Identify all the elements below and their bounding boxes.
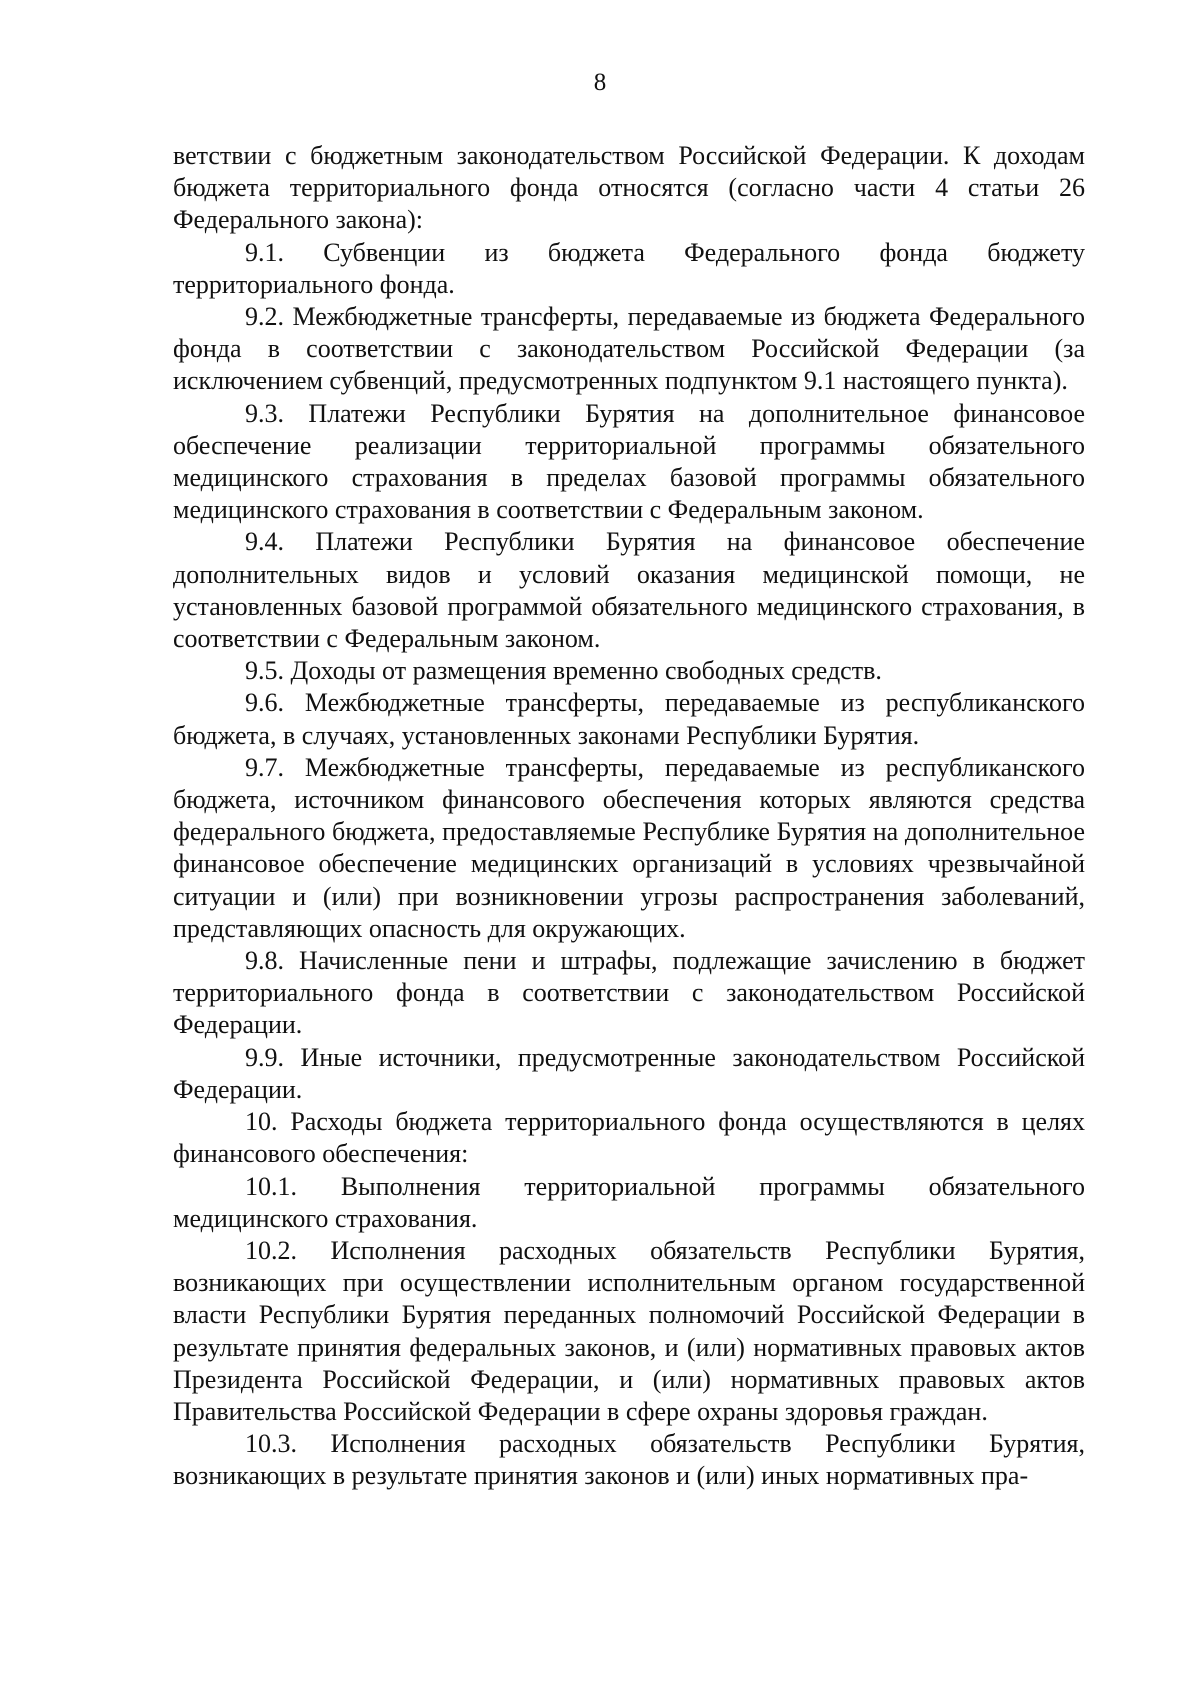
paragraph-9-8: 9.8. Начисленные пени и штрафы, подлежащие зачислению в бюджет территориального фонда в соответствии с законодательством Российской Федерации. [173,946,1085,1040]
paragraph-9-2: 9.2. Межбюджетные трансферты, передаваемые из бюджета Федерального фонда в соответствии с законодательством Российской Федерации (за исключением субвенций, предусмотренных подпунктом 9.1 настоящего пункта). [173,302,1085,396]
paragraph-9-5: 9.5. Доходы от размещения временно свободных средств. [245,656,882,686]
paragraph-10: 10. Расходы бюджета территориального фонда осуществляются в целях финансового обеспечения: [173,1107,1085,1169]
paragraph-9-1: 9.1. Субвенции из бюджета Федерального фонда бюджету территориального фонда. [173,237,1085,299]
paragraph-9-7: 9.7. Межбюджетные трансферты, передаваемые из республиканского бюджета, источником финансового обеспечения которых являются средства федерального бюджета, предоставляемые Республике Бурятия на дополнительное финансовое обеспечение медицинских организаций в условиях чрезвычайной ситуации и (или) при возникновении угрозы распространения заболеваний, представляющих опасность для окружающих. [173,752,1085,943]
paragraph-9-4: 9.4. Платежи Республики Бурятия на финансовое обеспечение дополнительных видов и условий оказания медицинской помощи, не установленных базовой программой обязательного медицинского страхования, в соответствии с Федеральным законом. [173,527,1085,654]
paragraph-10-1: 10.1. Выполнения территориальной программы обязательного медицинского страхования. [173,1171,1085,1233]
paragraph-continuation: ветствии с бюджетным законодательством Российской Федерации. К доходам бюджета территориального фонда относятся (согласно части 4 статьи 26 Федерального закона): [173,141,1085,235]
paragraph-9-9: 9.9. Иные источники, предусмотренные законодательством Российской Федерации. [173,1042,1085,1104]
page-number: 8 [593,69,607,96]
paragraph-10-2: 10.2. Исполнения расходных обязательств Республики Бурятия, возникающих при осуществлении исполнительным органом государственной власти Республики Бурятия переданных полномочий Российской Федерации в результате принятия федеральных законов, и (или) нормативных правовых актов Президента Российской Федерации, и (или) нормативных правовых актов Правительства Российской Федерации в сфере охраны здоровья граждан. [173,1235,1085,1426]
paragraph-10-3: 10.3. Исполнения расходных обязательств Республики Бурятия, возникающих в результате принятия законов и (или) иных нормативных пра- [173,1429,1085,1491]
paragraph-9-6: 9.6. Межбюджетные трансферты, передаваемые из республиканского бюджета, в случаях, установленных законами Республики Бурятия. [173,688,1085,750]
document-body [173,140,1085,1493]
paragraph-9-3: 9.3. Платежи Республики Бурятия на дополнительное финансовое обеспечение реализации территориальной программы обязательного медицинского страхования в пределах базовой программы обязательного медицинского страхования в соответствии с Федеральным законом. [173,398,1085,525]
